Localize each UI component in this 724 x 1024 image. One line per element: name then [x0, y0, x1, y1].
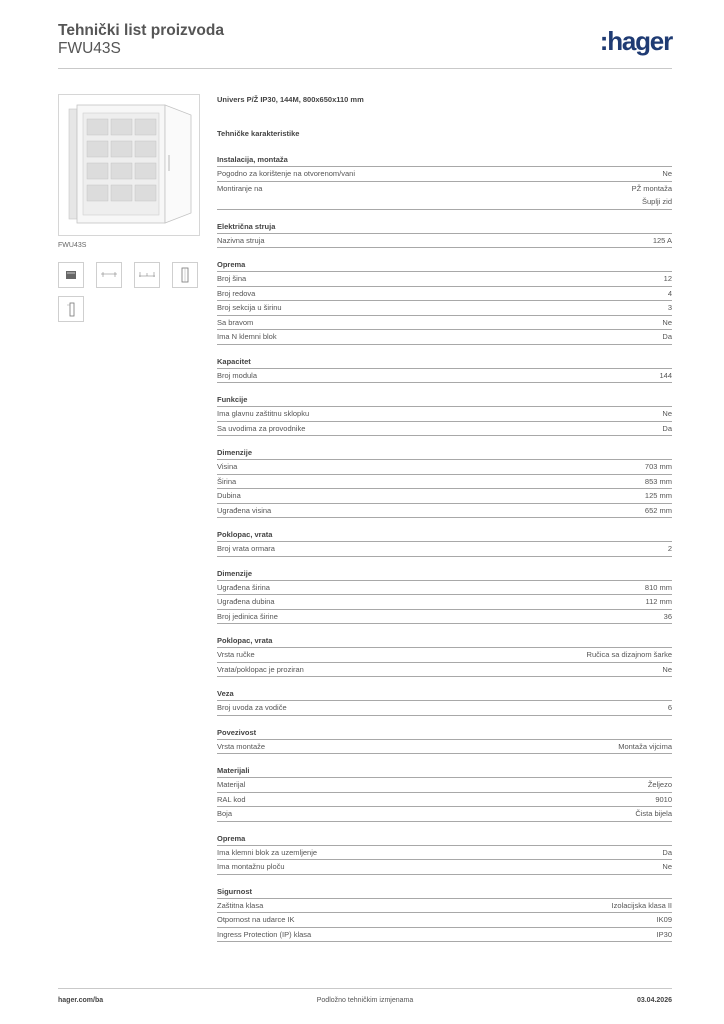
tech-characteristics-heading: Tehničke karakteristike: [217, 129, 300, 138]
section-title: Poklopac, vrata: [217, 529, 672, 542]
footer-disclaimer: Podložno tehničkim izmjenama: [316, 997, 414, 1004]
spec-value: 853 mm: [644, 476, 672, 486]
spec-label: Sa uvodima za provodnike: [217, 423, 306, 433]
spec-section: [217, 221, 672, 249]
image-caption: FWU43S: [58, 242, 87, 249]
spec-value: Željezo: [647, 780, 672, 789]
spec-row: [217, 504, 672, 519]
spec-section: [217, 447, 672, 518]
spec-label: Broj redova: [217, 288, 256, 298]
spec-value: 6: [667, 703, 672, 712]
spec-row: [217, 648, 672, 663]
spec-value: Da: [662, 332, 672, 341]
section-title: Funkcije: [217, 394, 672, 407]
spec-row: [217, 489, 672, 504]
spec-row: [217, 581, 672, 596]
spec-section: [217, 688, 672, 716]
spec-value: 810 mm: [644, 582, 672, 592]
hager-logo: :hager: [599, 26, 672, 56]
spec-row: [217, 301, 672, 316]
spec-section: [217, 356, 672, 384]
spec-row: [217, 542, 672, 557]
product-name: Univers P/Ž IP30, 144M, 800x650x110 mm: [217, 95, 364, 104]
section-title: Veza: [217, 688, 672, 701]
spec-label: Montiranje na: [217, 183, 263, 193]
footer-divider: [58, 988, 672, 989]
spec-value: 4: [667, 288, 672, 298]
spec-value: Ne: [662, 169, 672, 178]
spec-row: [217, 899, 672, 914]
spec-row: [217, 167, 672, 182]
spec-row: [217, 272, 672, 287]
section-title: Oprema: [217, 259, 672, 272]
section-title: Dimenzije: [217, 568, 672, 581]
spec-section: [217, 886, 672, 943]
spec-section: [217, 394, 672, 436]
spec-row: [217, 928, 672, 943]
spec-label: Otpornost na udarce IK: [217, 915, 295, 924]
spec-section: [217, 765, 672, 822]
spec-row: [217, 407, 672, 422]
spec-row: [217, 330, 672, 345]
product-images: [58, 94, 200, 249]
spec-row: [217, 460, 672, 475]
spec-label: Ima montažnu ploču: [217, 862, 285, 871]
spec-label: Ugrađena dubina: [217, 597, 275, 606]
spec-sections: [217, 154, 672, 942]
section-title: Kapacitet: [217, 356, 672, 369]
spec-section: [217, 635, 672, 677]
spec-row: [217, 287, 672, 302]
section-title: Poklopac, vrata: [217, 635, 672, 648]
spec-value: Ne: [662, 409, 672, 418]
drawing-thumb-icon: [59, 297, 83, 321]
footer-website[interactable]: hager.com/ba: [58, 997, 104, 1004]
spec-row: [217, 778, 672, 793]
spec-value: Montaža vijcima: [618, 741, 672, 751]
spec-label: Pogodno za korištenje na otvorenom/vani: [217, 169, 356, 178]
spec-value: Ne: [662, 862, 672, 871]
section-title: Sigurnost: [217, 886, 672, 899]
thumbnail-profile[interactable]: [172, 262, 198, 288]
thumbnail-front[interactable]: [58, 262, 84, 288]
spec-label: Dubina: [217, 491, 241, 500]
spec-label: RAL kod: [217, 794, 246, 804]
spec-value: 112 mm: [645, 597, 672, 606]
spec-section: [217, 568, 672, 625]
spec-value: Ne: [662, 317, 672, 327]
drawing-thumb-icon: [173, 263, 197, 287]
thumbnail-top-view[interactable]: [96, 262, 122, 288]
spec-label: Ingress Protection (IP) klasa: [217, 929, 312, 939]
specifications-panel: [217, 94, 672, 942]
spec-value: 3: [667, 303, 672, 312]
spec-label: Materijal: [217, 780, 246, 789]
spec-section: [217, 529, 672, 557]
spec-row: [217, 740, 672, 755]
spec-label: Zaštitna klasa: [217, 900, 264, 910]
spec-row: [217, 701, 672, 716]
spec-label: Ima klemni blok za uzemljenje: [217, 847, 318, 857]
spec-label: Sa bravom: [217, 317, 254, 327]
section-title: Povezivost: [217, 727, 672, 740]
product-code: FWU43S: [58, 40, 121, 57]
spec-label: Broj uvoda za vodiče: [217, 703, 287, 712]
spec-row: [217, 475, 672, 490]
spec-value: Da: [662, 423, 672, 433]
spec-value: IP30: [656, 929, 672, 939]
thumbnail-section[interactable]: [58, 296, 84, 322]
spec-label: Širina: [217, 476, 237, 486]
spec-row: [217, 182, 672, 210]
spec-label: Broj vrata ormara: [217, 544, 275, 553]
drawing-thumb-icon: [97, 263, 121, 287]
spec-label: Broj šina: [217, 274, 247, 283]
spec-value: Izolacijska klasa II: [611, 900, 672, 910]
product-main-image[interactable]: [58, 94, 200, 236]
section-title: Električna struja: [217, 221, 672, 234]
section-title: Dimenzije: [217, 447, 672, 460]
spec-label: Nazivna struja: [217, 235, 265, 245]
thumbnail-side-view[interactable]: [134, 262, 160, 288]
cabinet-thumb-icon: [59, 263, 83, 287]
spec-row: [217, 793, 672, 808]
spec-value: Ručica sa dizajnom šarke: [586, 650, 672, 659]
spec-value: 9010: [655, 794, 672, 804]
spec-label: Broj jedinica širine: [217, 611, 278, 621]
spec-row: [217, 913, 672, 928]
spec-value: Ne: [662, 664, 672, 674]
spec-label: Ugrađena visina: [217, 505, 272, 515]
spec-section: [217, 154, 672, 210]
spec-label: Broj modula: [217, 370, 258, 380]
spec-row: [217, 369, 672, 384]
spec-value: Čista bijela: [635, 809, 672, 818]
spec-label: Broj sekcija u širinu: [217, 303, 282, 312]
section-title: Instalacija, montaža: [217, 154, 672, 167]
page-header: [58, 22, 672, 70]
spec-value: 125 A: [652, 235, 672, 245]
spec-section: [217, 259, 672, 345]
spec-value: 12: [663, 274, 672, 283]
spec-row: [217, 610, 672, 625]
spec-value: 144: [659, 370, 672, 380]
spec-value: 125 mm: [644, 491, 672, 500]
spec-label: Vrsta ručke: [217, 650, 255, 659]
spec-value: 2: [667, 544, 672, 553]
spec-value: 36: [663, 611, 672, 621]
header-divider: [58, 68, 672, 69]
spec-row: [217, 422, 672, 437]
section-title: Oprema: [217, 833, 672, 846]
spec-section: [217, 727, 672, 755]
spec-label: Ima glavnu zaštitnu sklopku: [217, 409, 310, 418]
spec-row: [217, 234, 672, 249]
spec-row: [217, 846, 672, 861]
document-title: Tehnički list proizvoda: [58, 22, 224, 39]
section-title: Materijali: [217, 765, 672, 778]
drawing-thumb-icon: [135, 263, 159, 287]
spec-value: Da: [662, 847, 672, 857]
spec-label: Vrata/poklopac je proziran: [217, 664, 304, 674]
spec-value: PŽ montaža Šuplji zid: [631, 183, 672, 206]
spec-label: Ima N klemni blok: [217, 332, 277, 341]
footer-date: 03.04.2026: [636, 997, 672, 1004]
spec-label: Boja: [217, 809, 233, 818]
spec-row: [217, 595, 672, 610]
spec-label: Visina: [217, 462, 238, 471]
spec-row: [217, 663, 672, 678]
spec-row: [217, 316, 672, 331]
spec-value: 652 mm: [644, 505, 672, 515]
spec-section: [217, 833, 672, 875]
spec-label: Ugrađena širina: [217, 582, 270, 592]
spec-row: [217, 807, 672, 822]
spec-value: 703 mm: [644, 462, 672, 471]
cabinet-illustration: [59, 95, 199, 235]
spec-label: Vrsta montaže: [217, 741, 266, 751]
spec-value: IK09: [656, 915, 672, 924]
spec-row: [217, 860, 672, 875]
